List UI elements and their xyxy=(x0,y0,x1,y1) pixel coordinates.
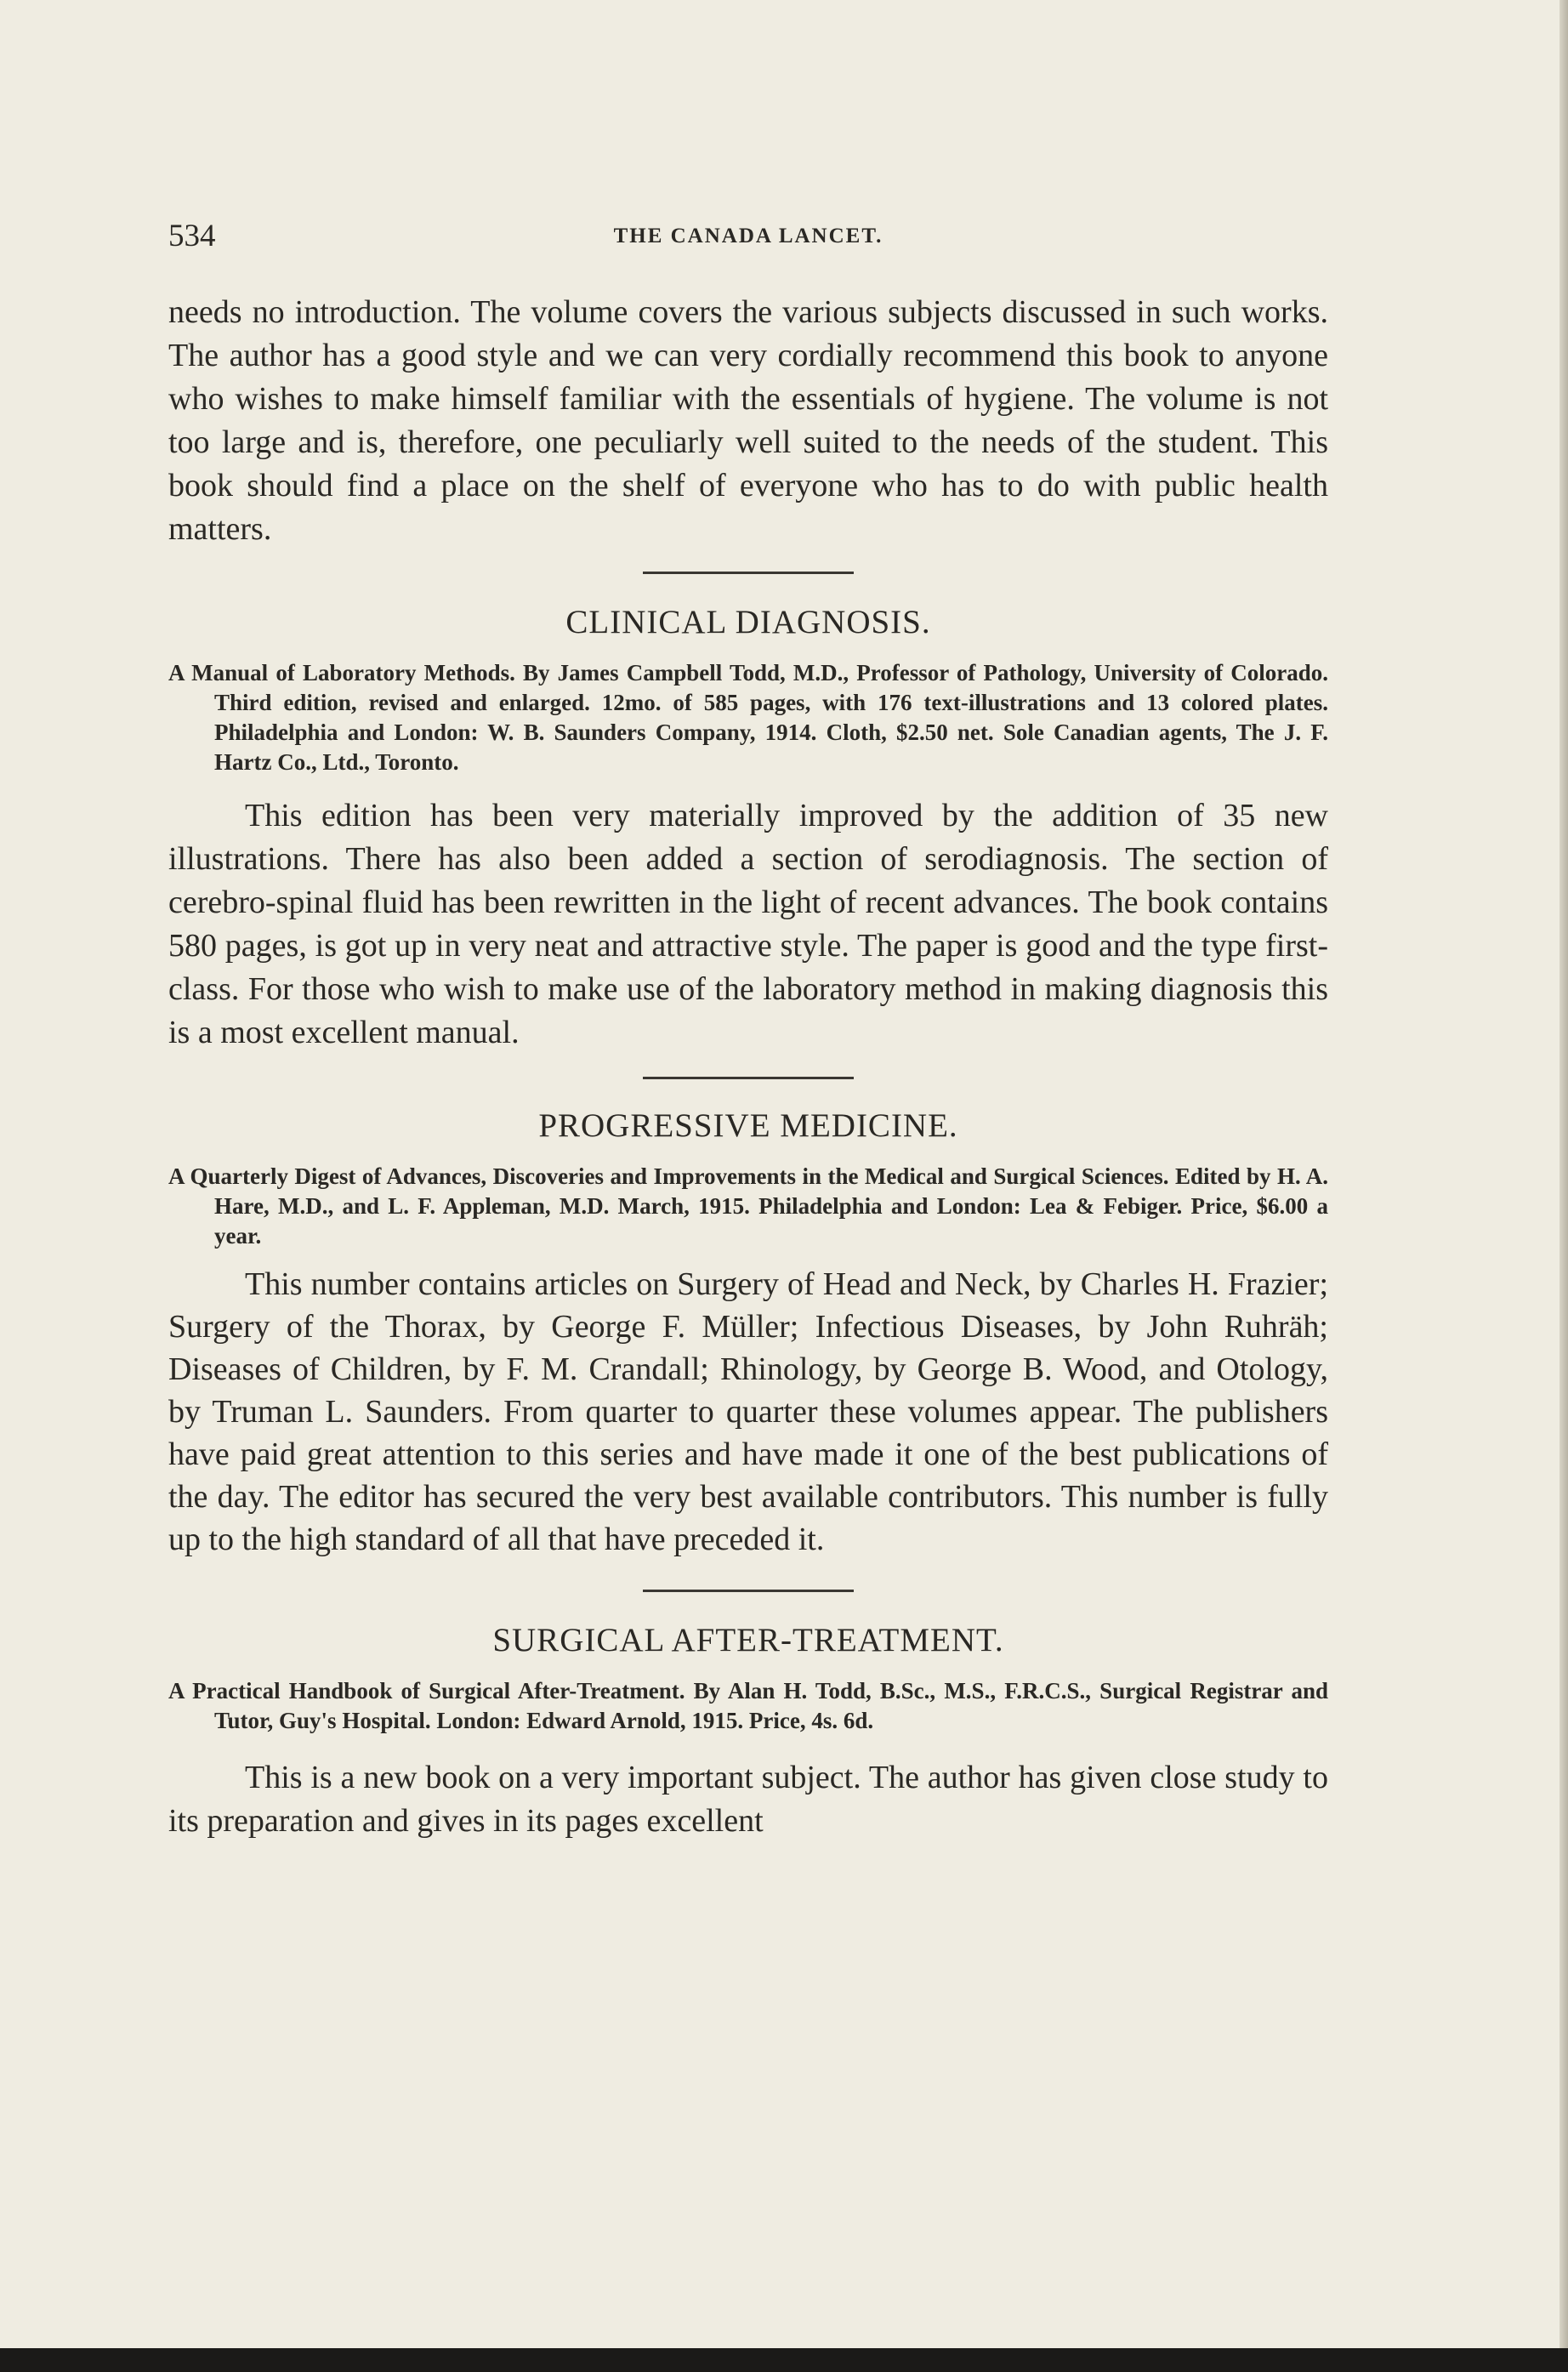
review-citation-progressive-medicine: A Quarterly Digest of Advances, Discoveries and Improvements in the Medical and Surgical Sciences. Edited by H. A. Hare, M.D., and L. F. Appleman, M.D. March, 1915. Philadelphia and London: Lea & Febiger. Price, $6.00 a year. xyxy=(168,1163,1328,1249)
opening-paragraph: needs no introduction. The volume covers the various subjects discussed in such works. The author has a good style and we can very cordially recommend this book to anyone who wishes to make himself familiar with the essentials of hygiene. The volume is not too large and is, therefore, one peculiarly well suited to the needs of the student. This book should find a place on the shelf of everyone who has to do with public health matters. xyxy=(168,294,1328,547)
page-header xyxy=(168,218,1328,257)
section-divider xyxy=(643,1077,854,1079)
review-title-clinical-diagnosis: CLINICAL DIAGNOSIS. xyxy=(565,604,931,640)
section-divider xyxy=(643,572,854,574)
section-divider xyxy=(643,1590,854,1592)
running-title: THE CANADA LANCET. xyxy=(613,225,883,247)
review-body-surgical-after-treatment: This is a new book on a very important subject. The author has given close study to its preparation and gives in its pages excellent xyxy=(168,1760,1328,1839)
page-content xyxy=(168,291,1328,1843)
review-citation-surgical-after-treatment: A Practical Handbook of Surgical After-Treatment. By Alan H. Todd, B.Sc., M.S., F.R.C.S., Surgical Registrar and Tutor, Guy's Hospital. London: Edward Arnold, 1915. Price, 4s. 6d. xyxy=(168,1678,1328,1733)
page-number: 534 xyxy=(168,219,216,253)
review-body-clinical-diagnosis: This edition has been very materially improved by the addition of 35 new illustrations. There has also been added a section of serodiagnosis. The section of cerebro-spinal fluid has been rewritten in the light of recent advances. The book contains 580 pages, is got up in very neat and attractive style. The paper is good and the type first-class. For those who wish to make use of the laboratory method in making diagnosis this is a most excellent manual. xyxy=(168,798,1328,1050)
review-title-progressive-medicine: PROGRESSIVE MEDICINE. xyxy=(538,1107,958,1144)
review-citation-clinical-diagnosis: A Manual of Laboratory Methods. By James Campbell Todd, M.D., Professor of Pathology, University of Colorado. Third edition, revised and enlarged. 12mo. of 585 pages, with 176 text-illustrations and 13 colored plates. Philadelphia and London: W. B. Saunders Company, 1914. Cloth, $2.50 net. Sole Canadian agents, The J. F. Hartz Co., Ltd., Toronto. xyxy=(168,660,1328,775)
review-body-progressive-medicine: This number contains articles on Surgery of Head and Neck, by Charles H. Frazier; Surgery of the Thorax, by George F. Müller; Infectious Diseases, by John Ruhräh; Diseases of Children, by F. M. Crandall; Rhinology, by George B. Wood, and Otology, by Truman L. Saunders. From quarter to quarter these volumes appear. The publishers have paid great attention to this series and have made it one of the best publications of the day. The editor has secured the very best available contributors. This number is fully up to the high standard of all that have preceded it. xyxy=(168,1266,1328,1557)
page-bottom-border xyxy=(0,2348,1568,2372)
page-edge-shadow xyxy=(1559,0,1568,2372)
review-title-surgical-after-treatment: SURGICAL AFTER-TREATMENT. xyxy=(492,1622,1004,1658)
